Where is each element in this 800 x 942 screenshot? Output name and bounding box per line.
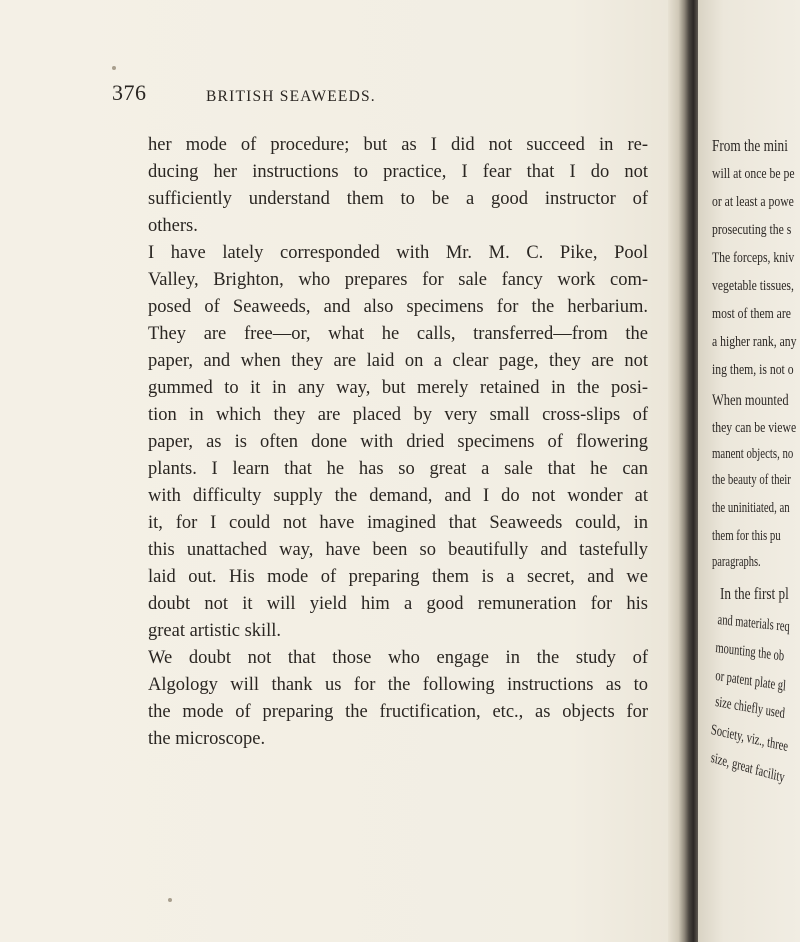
facing-page-line: them for this pu bbox=[712, 528, 781, 544]
text-line: paper, as is often done with dried specimens of flowering bbox=[148, 432, 648, 452]
book-gutter bbox=[668, 0, 698, 942]
text-line: I have lately corresponded with Mr. M. C. Pike, Pool bbox=[148, 243, 648, 263]
facing-page-line: prosecuting the s bbox=[712, 222, 792, 238]
facing-page-line: and materials req bbox=[717, 612, 791, 636]
text-line: posed of Seaweeds, and also specimens for the herbarium. bbox=[148, 297, 648, 317]
facing-page-line: When mounted bbox=[712, 392, 789, 409]
text-line: Algology will thank us for the following instructions as to bbox=[148, 675, 648, 695]
facing-page-line: size chiefly used bbox=[714, 694, 786, 723]
facing-page-line: most of them are bbox=[712, 306, 791, 322]
facing-page-line: a higher rank, any bbox=[712, 334, 797, 350]
facing-page-line: The forceps, kniv bbox=[712, 250, 795, 266]
text-line: We doubt not that those who engage in the study of bbox=[148, 648, 648, 668]
text-line: They are free—or, what he calls, transferred—from the bbox=[148, 324, 648, 344]
body-text bbox=[148, 132, 648, 753]
page-number: 376 bbox=[112, 80, 147, 105]
facing-page-line: In the first pl bbox=[720, 584, 789, 603]
facing-page bbox=[698, 0, 800, 942]
facing-page-line: will at once be pe bbox=[712, 166, 795, 182]
text-line: plants. I learn that he has so great a sale that he can bbox=[148, 459, 648, 479]
text-line: paper, and when they are laid on a clear page, they are not bbox=[148, 351, 648, 371]
ink-speck bbox=[168, 898, 172, 902]
facing-page-line: the beauty of their bbox=[712, 472, 791, 488]
text-line: with difficulty supply the demand, and I do not wonder at bbox=[148, 486, 648, 506]
facing-page-line: or at least a powe bbox=[712, 194, 794, 210]
text-line: laid out. His mode of preparing them is a secret, and we bbox=[148, 567, 648, 587]
text-line: doubt not it will yield him a good remuneration for his bbox=[148, 594, 648, 614]
text-line: sufficiently understand them to be a good instructor of bbox=[148, 189, 648, 209]
text-line: others. bbox=[148, 216, 198, 236]
facing-page-line: they can be viewe bbox=[712, 420, 797, 436]
text-line: ducing her instructions to practice, I fear that I do not bbox=[148, 162, 648, 182]
text-line: tion in which they are placed by very small cross-slips of bbox=[148, 405, 648, 425]
text-line: gummed to it in any way, but merely retained in the posi- bbox=[148, 378, 648, 398]
facing-page-line: manent objects, no bbox=[712, 446, 794, 462]
text-line: great artistic skill. bbox=[148, 621, 282, 641]
text-line: Valley, Brighton, who prepares for sale fancy work com- bbox=[148, 270, 648, 290]
running-head: BRITISH SEAWEEDS. bbox=[206, 88, 376, 105]
text-line: the mode of preparing the fructification, etc., as objects for bbox=[148, 702, 648, 722]
text-line: it, for I could not have imagined that Seaweeds could, in bbox=[148, 513, 648, 533]
facing-page-line: size, great facility bbox=[709, 750, 786, 787]
facing-page-line: ing them, is not o bbox=[712, 362, 794, 378]
facing-page-line: mounting the ob bbox=[715, 640, 785, 665]
text-line: this unattached way, have been so beautifully and tastefully bbox=[148, 540, 648, 560]
facing-page-line: paragraphs. bbox=[712, 554, 761, 570]
facing-page-line: From the mini bbox=[712, 136, 788, 155]
facing-page-line: the uninitiated, an bbox=[712, 500, 790, 516]
facing-page-line: vegetable tissues, bbox=[712, 278, 794, 294]
facing-page-line: Society, viz., three bbox=[710, 722, 789, 756]
ink-speck bbox=[112, 66, 116, 70]
text-line: her mode of procedure; but as I did not succeed in re- bbox=[148, 135, 648, 155]
text-line: the microscope. bbox=[148, 729, 266, 749]
facing-page-line: or patent plate gl bbox=[714, 668, 787, 695]
